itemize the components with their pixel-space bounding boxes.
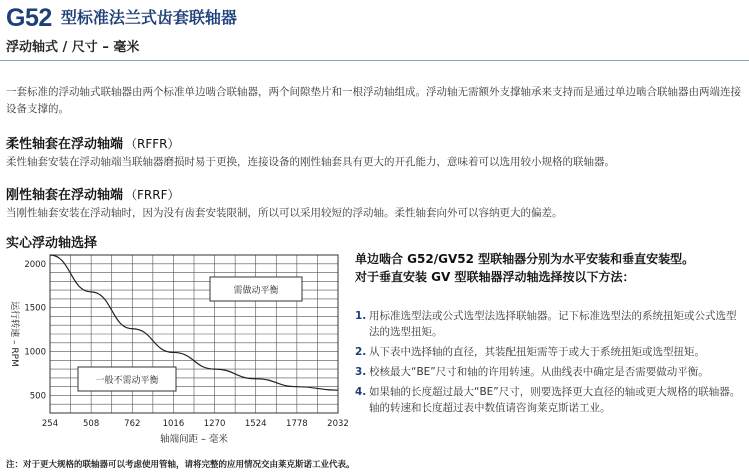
step-text: 如果轴的长度超过最大“BE”尺寸，则要选择更大直径的轴或更大规格的联轴器。轴的转速和长度超过表中数值请咨询莱克斯诺工业。: [369, 386, 741, 414]
intro-paragraph: 一套标准的浮动轴式联轴器由两个标准单边啮合联轴器，两个间隙垫片和一根浮动轴组成。浮动轴无需额外支撑轴承来支持而是通过单边啮合联轴器由两端连接设备支撑的。: [6, 86, 741, 115]
y-tick-label: 500: [29, 391, 46, 402]
page-subtitle: 浮动轴式 / 尺寸 – 毫米: [6, 40, 140, 55]
flex-heading-code: （RFFR）: [125, 137, 180, 151]
x-tick-label: 1778: [286, 419, 308, 429]
footnote: 注：对于更大规格的联轴器可以考虑使用管轴，请将完整的应用情况交由莱克斯诺工业代表。: [6, 460, 355, 470]
rigid-heading-text: 刚性轴套在浮动轴端: [6, 188, 124, 203]
vertical-heading-line2: 对于垂直安装 GV 型联轴器浮动轴选择按以下方法：: [355, 270, 635, 284]
x-axis-label: 轴端间距 – 毫米: [160, 434, 228, 445]
x-tick-labels: [42, 419, 349, 429]
rigid-section-text: 当刚性轴套安装在浮动轴时，因为没有齿套安装限制，所以可以采用较短的浮动轴。柔性轴套向外可以容纳更大的偏差。: [6, 207, 563, 219]
x-tick-label: 1270: [203, 419, 226, 429]
header-divider: [0, 60, 749, 61]
x-tick-label: 1524: [244, 419, 267, 429]
chart-section-heading: 实心浮动轴选择: [6, 236, 98, 251]
lower-zone-label: 一般不需动平衡: [95, 376, 159, 386]
title-block: [6, 4, 237, 33]
x-tick-label: 762: [124, 419, 141, 429]
list-item: [355, 364, 745, 380]
y-tick-label: 1000: [24, 347, 46, 358]
flex-section-text: 柔性轴套安装在浮动轴端当联轴器磨损时易于更换，连接设备的刚性轴套具有更大的开孔能力，意味着可以选用较小规格的联轴器。: [6, 156, 615, 168]
x-tick-label: 1016: [162, 419, 185, 429]
step-number: 4.: [355, 386, 367, 398]
flex-section-heading: [6, 133, 180, 152]
x-tick-label: 508: [83, 419, 100, 429]
x-tick-label: 254: [41, 419, 59, 429]
vertical-install-heading: [355, 250, 745, 286]
list-item: [355, 308, 745, 340]
rigid-heading-code: （FRRF）: [125, 188, 180, 202]
vertical-heading-line1: 单边啮合 G52/GV52 型联轴器分别为水平安装和垂直安装型。: [355, 252, 695, 266]
upper-zone-label: 需做动平衡: [233, 286, 279, 296]
flex-heading-text: 柔性轴套在浮动轴端: [6, 137, 124, 152]
page-title: 型标准法兰式齿套联轴器: [60, 8, 237, 27]
selection-steps: [355, 308, 745, 420]
y-tick-labels: [24, 260, 46, 402]
y-tick-label: 2000: [24, 259, 46, 270]
y-tick-label: 1500: [24, 303, 46, 314]
step-number: 2.: [355, 346, 367, 358]
step-text: 从下表中选择轴的直径，其装配扭矩需等于或大于系统扭矩或选型扭矩。: [369, 346, 705, 358]
list-item: [355, 384, 745, 416]
step-text: 校核最大“BE”尺寸和轴的许用转速。从曲线表中确定是否需要做动平衡。: [369, 366, 709, 378]
shaft-speed-chart: [0, 250, 349, 455]
step-number: 1.: [355, 310, 367, 322]
step-text: 用标准选型法或公式选型法选择联轴器。记下标准选型法的系统扭矩或公式选型法的选型扭矩。: [369, 310, 737, 338]
step-number: 3.: [355, 366, 367, 378]
model-code: G52: [6, 4, 52, 32]
list-item: [355, 344, 745, 360]
y-axis-label: 运行转速 – RPM: [9, 301, 19, 367]
rigid-section-heading: [6, 184, 180, 203]
x-tick-label: 2032: [327, 419, 349, 429]
